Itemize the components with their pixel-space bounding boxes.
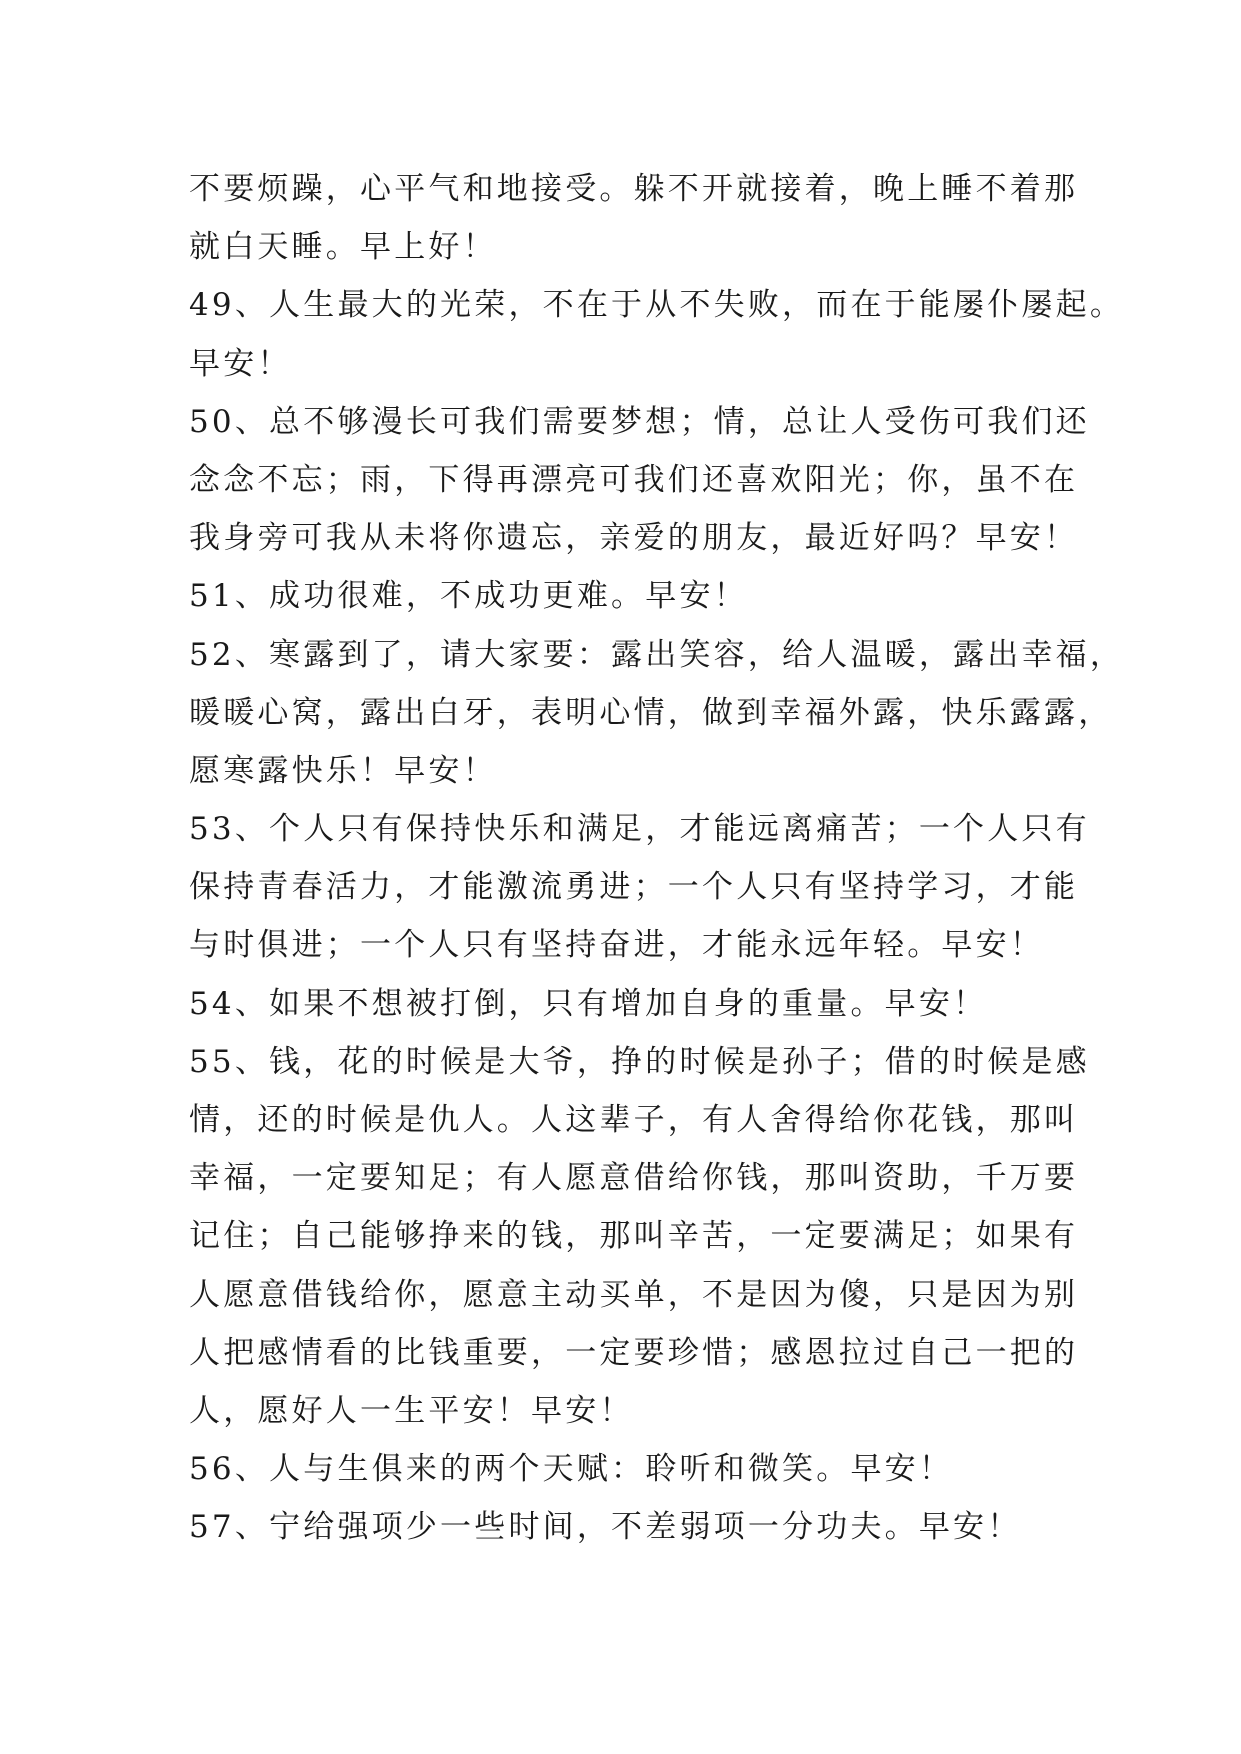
text-line: 人，愿好人一生平安！早安！	[189, 1392, 634, 1429]
text-line: 与时俱进；一个人只有坚持奋进，才能永远年轻。早安！	[189, 927, 1044, 964]
text-line: 就白天睡。早上好！	[189, 229, 497, 266]
text-line: 49、人生最大的光荣，不在于从不失败，而在于能屡仆屡起。	[189, 287, 1125, 324]
text-line: 人把感情看的比钱重要，一定要珍惜；感恩拉过自己一把的	[189, 1334, 1079, 1371]
text-line: 50、总不够漫长可我们需要梦想；情，总让人受伤可我们还	[189, 403, 1090, 440]
text-line: 人愿意借钱给你，愿意主动买单，不是因为傻，只是因为别	[189, 1276, 1079, 1313]
text-line: 情，还的时候是仇人。人这辈子，有人舍得给你花钱，那叫	[189, 1102, 1079, 1138]
text-line: 51、成功很难，不成功更难。早安！	[189, 578, 748, 615]
text-line: 暖暖心窝，露出白牙，表明心情，做到幸福外露，快乐露露，	[189, 694, 1113, 731]
text-line: 记住；自己能够挣来的钱，那叫辛苦，一定要满足；如果有	[189, 1218, 1079, 1255]
text-line: 愿寒露快乐！早安！	[189, 752, 497, 789]
text-line: 55、钱，花的时候是大爷，挣的时候是孙子；借的时候是感	[189, 1043, 1090, 1080]
text-line: 早安！	[189, 345, 292, 382]
text-line: 不要烦躁，心平气和地接受。躲不开就接着，晚上睡不着那	[189, 171, 1079, 207]
text-line: 幸福，一定要知足；有人愿意借给你钱，那叫资助，千万要	[189, 1160, 1079, 1197]
text-line: 57、宁给强项少一些时间，不差弱项一分功夫。早安！	[189, 1509, 1022, 1546]
text-line: 保持青春活力，才能激流勇进；一个人只有坚持学习，才能	[189, 869, 1079, 906]
document-body	[189, 160, 1125, 1557]
text-line: 我身旁可我从未将你遗忘，亲爱的朋友，最近好吗？早安！	[189, 520, 1079, 557]
text-line: 54、如果不想被打倒，只有增加自身的重量。早安！	[189, 985, 988, 1022]
text-line: 念念不忘；雨，下得再漂亮可我们还喜欢阳光；你，虽不在	[189, 461, 1079, 498]
text-line: 52、寒露到了，请大家要：露出笑容，给人温暖，露出幸福，	[189, 636, 1125, 673]
text-line: 56、人与生俱来的两个天赋：聆听和微笑。早安！	[189, 1451, 954, 1488]
text-line: 53、个人只有保持快乐和满足，才能远离痛苦；一个人只有	[189, 811, 1090, 848]
